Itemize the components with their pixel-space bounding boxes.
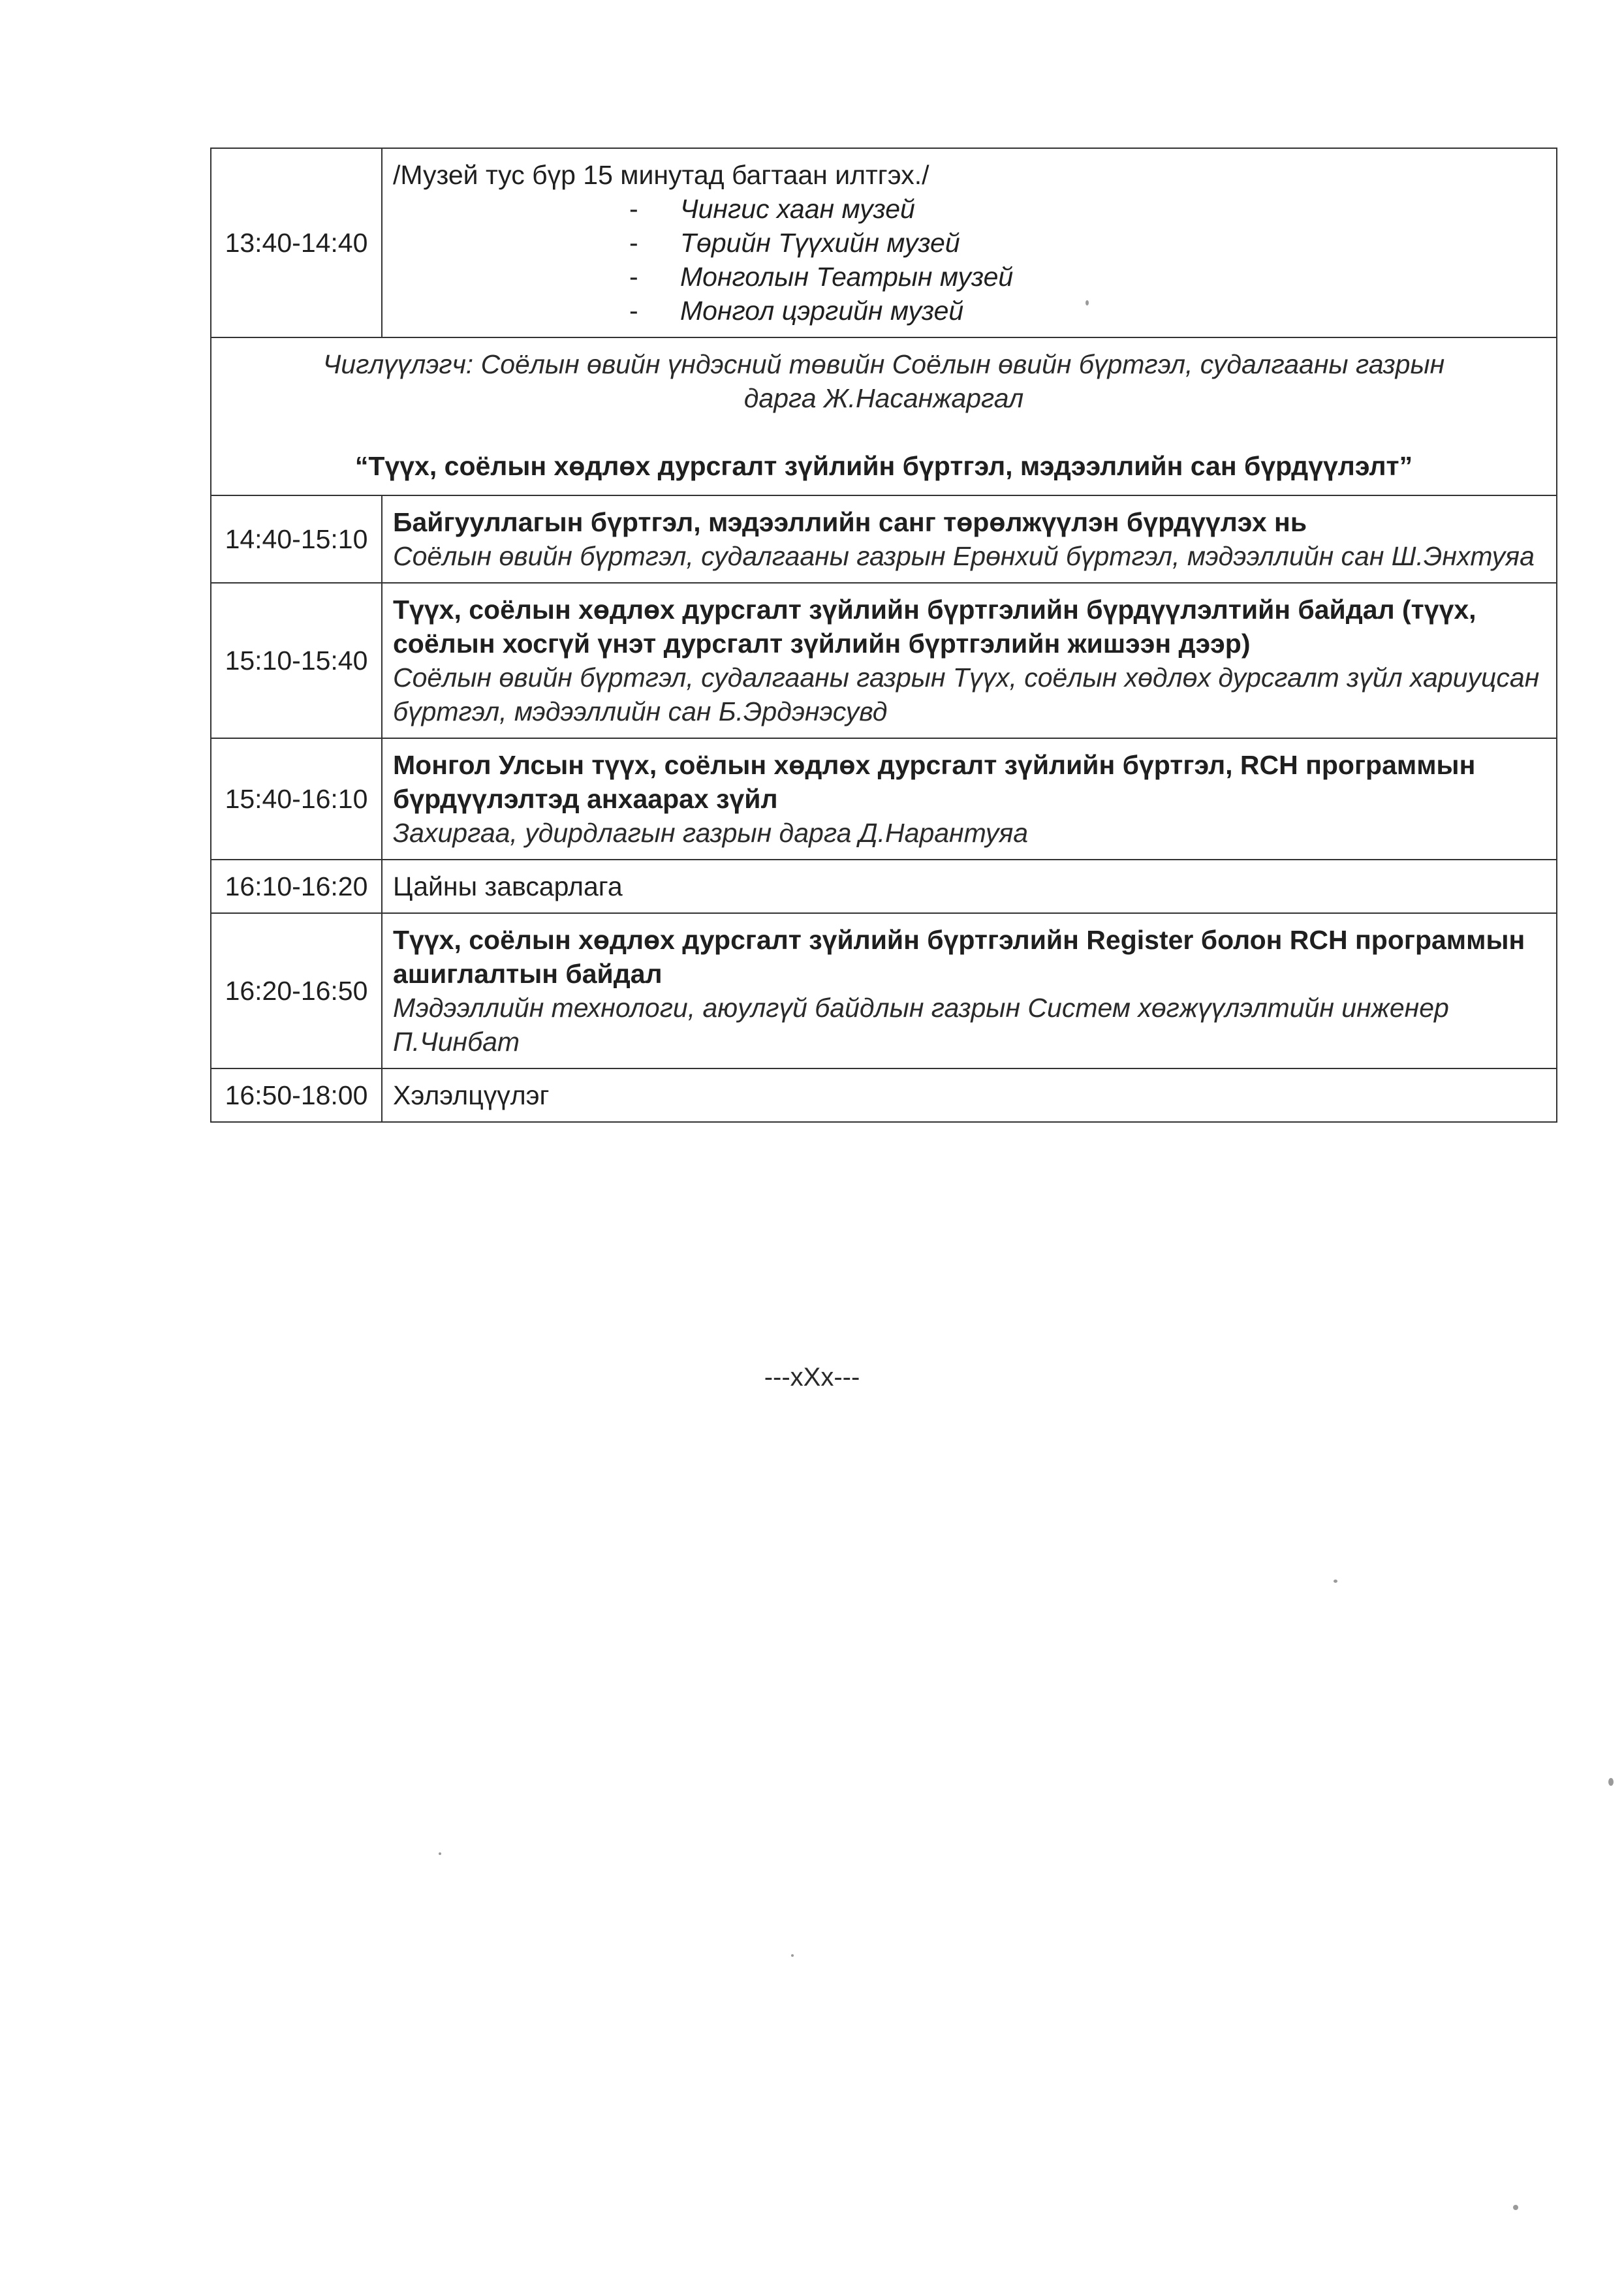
table-row [211,583,1557,738]
agenda-item-cell [382,1068,1557,1122]
presenter: Мэдээллийн технологи, аюулгүй байдлын газрын Систем хөгжүүлэлтийн инженер П.Чинбат [393,993,1449,1057]
presentation-topic: Байгууллагын бүртгэл, мэдээллийн санг төрөлжүүлэн бүрдүүлэх нь [393,507,1307,537]
scan-speck [791,1954,794,1957]
presenter: Захиргаа, удирдлагын газрын дарга Д.Нарантуяа [393,818,1029,848]
table-row [211,913,1557,1068]
presentation-topic: Түүх, соёлын хөдлөх дурсгалт зүйлийн бүртгэлийн бүрдүүлэлтийн байдал (түүх, соёлын хосгүй үнэт дурсгалт зүйлийн бүртгэлийн жишээн дээр) [393,595,1476,659]
time-cell: 14:40-15:10 [211,495,382,583]
session-title: “Түүх, соёлын хөдлөх дурсгалт зүйлийн бүртгэл, мэдээллийн сан бүрдүүлэлт” [354,451,1413,481]
time-cell: 16:20-16:50 [211,913,382,1068]
list-dash: - [629,296,638,326]
list-item [629,226,1546,260]
table-row [211,1068,1557,1122]
agenda-table [210,148,1557,1123]
time-cell: 15:10-15:40 [211,583,382,738]
scan-speck [1334,1580,1337,1583]
agenda-item-cell [382,495,1557,583]
time-cell: 13:40-14:40 [211,148,382,337]
museum-list [393,192,1546,328]
table-row [211,495,1557,583]
agenda-item-cell [382,913,1557,1068]
scan-speck [1513,2205,1518,2210]
end-of-document-mark: ---xXx--- [764,1363,860,1392]
table-row [211,738,1557,860]
time-cell: 15:40-16:10 [211,738,382,860]
discussion-label: Хэлэлцүүлэг [393,1080,550,1110]
agenda-item-cell [382,738,1557,860]
table-row [211,860,1557,913]
session-moderator: Чиглүүлэгч: Соёлын өвийн үндэсний төвийн Соёлын өвийн бүртгэл, судалгааны газрын дарга Ж.Насанжаргал [322,349,1445,413]
list-dash: - [629,228,638,258]
table-row [211,148,1557,337]
presenter: Соёлын өвийн бүртгэл, судалгааны газрын Түүх, соёлын хөдлөх дурсгалт зүйл хариуцсан бүртгэл, мэдээллийн сан Б.Эрдэнэсувд [393,662,1540,726]
agenda-item-cell [382,860,1557,913]
list-item [629,192,1546,226]
presentation-note: /Музей тус бүр 15 минутад багтаан илтгэх./ [393,160,929,190]
scan-speck [1085,300,1089,305]
break-label: Цайны завсарлага [393,871,623,901]
time-cell: 16:50-18:00 [211,1068,382,1122]
time-cell: 16:10-16:20 [211,860,382,913]
session-header-cell [211,337,1557,495]
presenter: Соёлын өвийн бүртгэл, судалгааны газрын Ерөнхий бүртгэл, мэдээллийн сан Ш.Энхтуяа [393,541,1535,571]
museum-name: Чингис хаан музей [680,194,915,224]
museum-name: Монгол цэргийн музей [680,296,964,326]
scan-speck [439,1852,441,1855]
presentation-topic: Түүх, соёлын хөдлөх дурсгалт зүйлийн бүртгэлийн Register болон RCH программын ашиглалтын байдал [393,925,1525,989]
scan-speck [1608,1778,1614,1786]
agenda-item-cell [382,583,1557,738]
list-item [629,260,1546,294]
list-dash: - [629,262,638,292]
presentation-topic: Монгол Улсын түүх, соёлын хөдлөх дурсгалт зүйлийн бүртгэл, RCH программын бүрдүүлэлтэд анхаарах зүйл [393,750,1476,814]
museum-presentations-cell [382,148,1557,337]
museum-name: Төрийн Түүхийн музей [680,228,960,258]
museum-name: Монголын Театрын музей [680,262,1014,292]
list-item [629,294,1546,328]
table-row [211,337,1557,495]
list-dash: - [629,194,638,224]
